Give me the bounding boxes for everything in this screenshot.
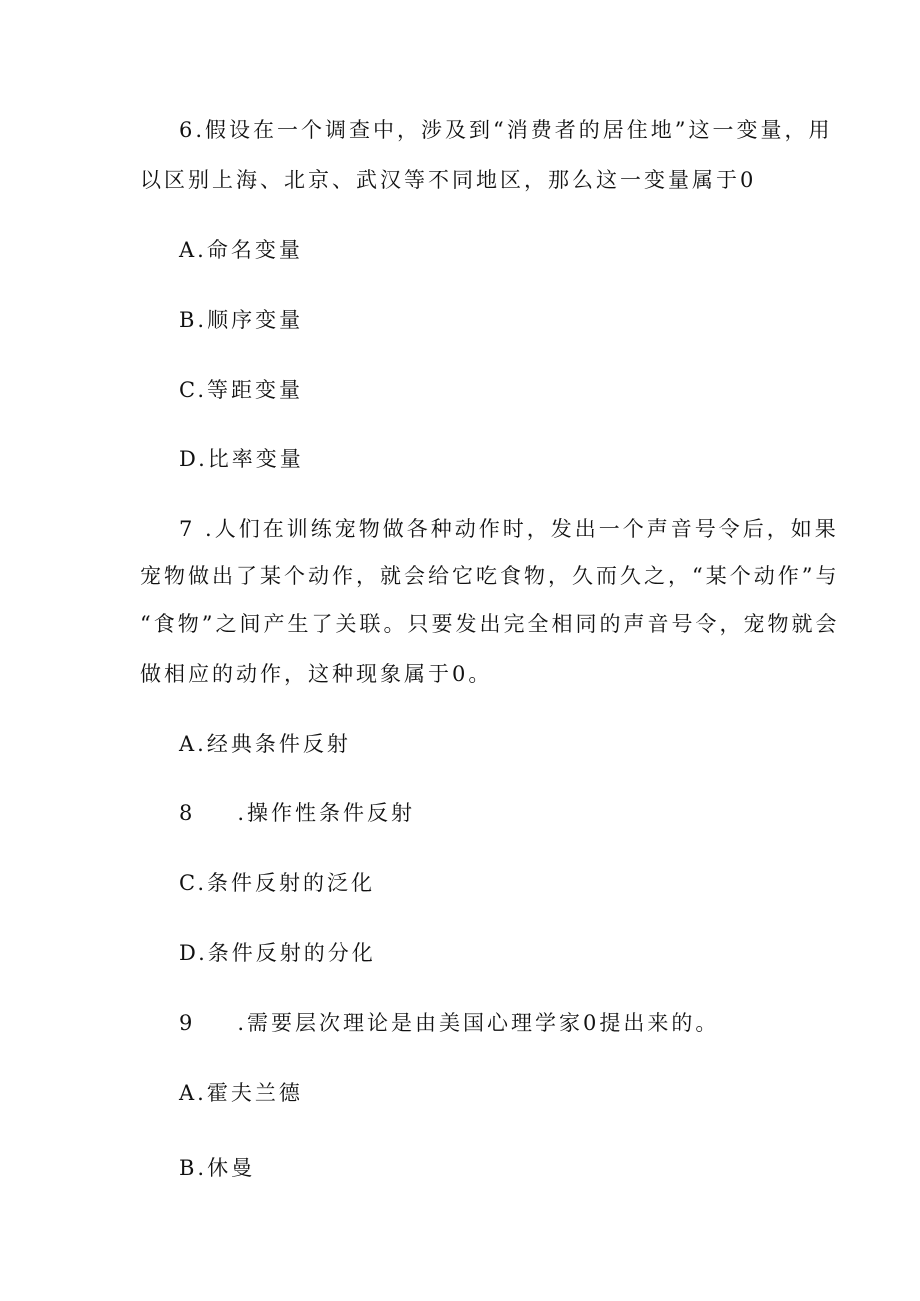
question-6-option-a: A.命名变量: [179, 238, 303, 262]
question-6-option-c: C.等距变量: [179, 378, 303, 402]
question-7-option-d: D.条件反射的分化: [179, 941, 376, 965]
question-9-option-b: B.休曼: [179, 1156, 256, 1180]
option-b-text: .操作性条件反射: [237, 801, 416, 825]
question-7-line-3: “食物”之间产生了关联。只要发出完全相同的声音号令，宠物就会: [140, 612, 840, 636]
question-6-option-b: B.顺序变量: [179, 308, 304, 332]
question-7-option-b: [179, 799, 415, 827]
question-7-option-c: C.条件反射的泛化: [179, 871, 375, 895]
question-9-text: .需要层次理论是由美国心理学家0提出来的。: [237, 1011, 720, 1035]
question-6-option-d: D.比率变量: [179, 447, 304, 471]
question-6-line-1: 6.假设在一个调查中，涉及到“消费者的居住地”这一变量，用: [179, 118, 833, 142]
question-7-line-4: 做相应的动作，这种现象属于0。: [140, 662, 493, 686]
question-6-line-2: 以区别上海、北京、武汉等不同地区，那么这一变量属于0: [140, 168, 757, 192]
question-7-line-1: 7 .人们在训练宠物做各种动作时，发出一个声音号令后，如果: [179, 517, 839, 541]
option-b-number: 8: [179, 801, 196, 825]
question-9-option-a: A.霍夫兰德: [179, 1081, 303, 1105]
question-7-line-2: 宠物做出了某个动作，就会给它吃食物，久而久之，“某个动作”与: [140, 564, 840, 588]
question-7-option-a: A.经典条件反射: [179, 732, 351, 756]
question-9-line-1: [179, 1009, 719, 1037]
question-9-number: 9: [179, 1011, 196, 1035]
